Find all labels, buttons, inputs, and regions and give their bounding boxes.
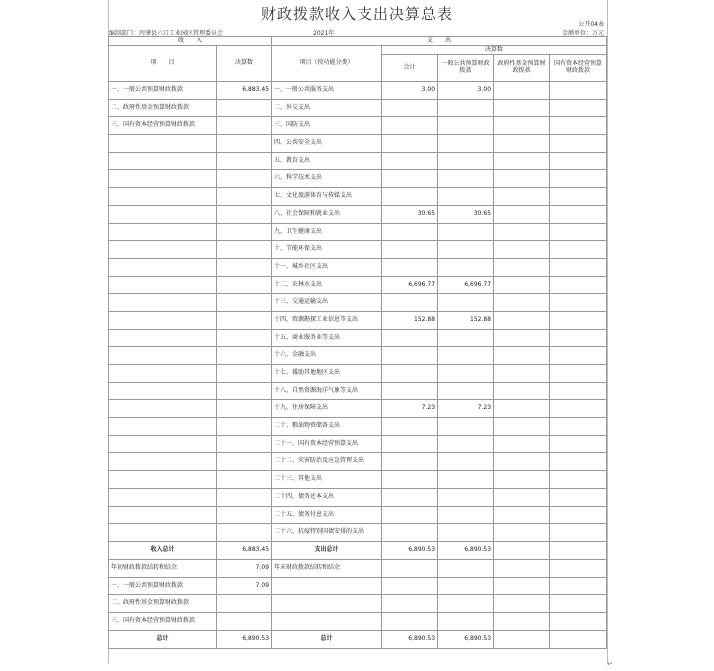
expense-item-cell: 十二、农林水支出	[272, 276, 382, 294]
expense-gfb-cell	[494, 135, 550, 153]
expense-socb-cell	[550, 347, 607, 365]
carry-expense-item	[272, 577, 382, 595]
expense-item-cell: 十三、交通运输支出	[272, 294, 382, 312]
expense-item-cell: 二十、粮油物资储备支出	[272, 418, 382, 436]
income-amount-cell	[217, 488, 272, 506]
carry-expense-total	[382, 577, 438, 595]
expense-item-cell: 一、一般公共服务支出	[272, 82, 382, 100]
income-item-cell: 一、一般公共预算财政拨款	[109, 82, 217, 100]
income-item-cell	[109, 170, 217, 188]
income-amount-cell	[217, 241, 272, 259]
expense-gpb-cell	[438, 99, 494, 117]
income-item-cell	[109, 241, 217, 259]
table-row	[109, 188, 607, 206]
table-row	[109, 170, 607, 188]
income-item-cell	[109, 382, 217, 400]
item-header: 项 目	[109, 46, 217, 82]
carry-income-amount	[217, 595, 272, 613]
income-item-cell	[109, 435, 217, 453]
expense-gpb-cell	[438, 418, 494, 436]
table-row	[109, 276, 607, 294]
expense-gfb-cell	[494, 152, 550, 170]
income-amount-cell	[217, 382, 272, 400]
gpb-header: 一般公共预算财政拨款	[438, 55, 494, 82]
carry-expense-item	[272, 595, 382, 613]
gfb-header: 政府性基金预算财政拨款	[494, 55, 550, 82]
income-item-cell	[109, 400, 217, 418]
expense-item-cell: 十一、城乡社区支出	[272, 258, 382, 276]
income-header: 收 入	[109, 37, 272, 46]
expense-socb-cell	[550, 311, 607, 329]
income-amount-cell	[217, 223, 272, 241]
expense-item-cell: 八、社会保障和就业支出	[272, 205, 382, 223]
total-header: 合计	[382, 55, 438, 82]
expense-gpb-cell	[438, 365, 494, 383]
expense-socb-cell	[550, 400, 607, 418]
expense-gfb-cell	[494, 329, 550, 347]
expense-gfb-cell	[494, 400, 550, 418]
expense-item-cell: 十六、金融支出	[272, 347, 382, 365]
income-item-cell	[109, 294, 217, 312]
expense-gpb-cell	[438, 506, 494, 524]
table-row	[109, 559, 607, 577]
expense-total-gfb	[494, 541, 550, 559]
expense-total-cell: 152.88	[382, 311, 438, 329]
expense-gfb-cell	[494, 99, 550, 117]
expense-item-cell: 二十二、灾害防治及应急管理支出	[272, 453, 382, 471]
func-item-header: 项目（按功能分类）	[272, 46, 382, 82]
summary-table	[108, 36, 607, 649]
expense-item-cell: 五、教育支出	[272, 152, 382, 170]
unit-label: 编制部门：丙肇县六口工业园区管理委员会	[109, 30, 224, 37]
table-row	[109, 347, 607, 365]
expense-gfb-cell	[494, 188, 550, 206]
expense-gpb-cell: 6,696.77	[438, 276, 494, 294]
expense-item-cell: 九、卫生健康支出	[272, 223, 382, 241]
expense-total-cell	[382, 241, 438, 259]
table-row	[109, 435, 607, 453]
income-total-amount: 6,883.45	[217, 541, 272, 559]
expense-item-cell: 七、文化旅游体育与传媒支出	[272, 188, 382, 206]
expense-gpb-cell	[438, 329, 494, 347]
expense-total-total: 6,890.53	[382, 541, 438, 559]
expense-socb-cell	[550, 294, 607, 312]
income-amount-cell	[217, 435, 272, 453]
carry-expense-item: 年末财政拨款结转和结余	[272, 559, 382, 577]
expense-socb-cell	[550, 152, 607, 170]
table-row	[109, 152, 607, 170]
carry-expense-socb	[550, 612, 607, 630]
table-row	[109, 400, 607, 418]
expense-gfb-cell	[494, 453, 550, 471]
carry-income-item: 二、政府性基金预算财政拨款	[109, 595, 217, 613]
expense-gfb-cell	[494, 471, 550, 489]
income-amount-cell	[217, 258, 272, 276]
expense-socb-cell	[550, 258, 607, 276]
expense-item-cell: 十八、自然资源海洋气象等支出	[272, 382, 382, 400]
expense-item-cell: 二十一、国有资本经营预算支出	[272, 435, 382, 453]
table-row	[109, 82, 607, 100]
expense-total-cell: 7.23	[382, 400, 438, 418]
income-item-cell	[109, 258, 217, 276]
expense-socb-cell	[550, 435, 607, 453]
income-total-label: 收入总计	[109, 541, 217, 559]
expense-socb-cell	[550, 506, 607, 524]
carry-expense-gpb	[438, 577, 494, 595]
income-item-cell	[109, 329, 217, 347]
grand-expense-label: 总计	[272, 630, 382, 648]
grand-expense-total: 6,890.53	[382, 630, 438, 648]
income-amount-cell	[217, 294, 272, 312]
table-row	[109, 418, 607, 436]
income-amount-cell	[217, 188, 272, 206]
expense-item-cell: 十九、住房保障支出	[272, 400, 382, 418]
expense-gfb-cell	[494, 294, 550, 312]
income-amount-cell	[217, 453, 272, 471]
table-row	[109, 258, 607, 276]
expense-gpb-cell: 7.23	[438, 400, 494, 418]
final-amount-header: 决算数	[382, 46, 607, 55]
table-row	[109, 223, 607, 241]
income-item-cell	[109, 188, 217, 206]
expense-gfb-cell	[494, 524, 550, 542]
carry-income-item: 年初财政拨款结转和结余	[109, 559, 217, 577]
expense-gfb-cell	[494, 117, 550, 135]
expense-socb-cell	[550, 82, 607, 100]
expense-total-cell	[382, 152, 438, 170]
income-item-cell	[109, 311, 217, 329]
expense-gpb-cell	[438, 241, 494, 259]
expense-gfb-cell	[494, 488, 550, 506]
carry-expense-gfb	[494, 559, 550, 577]
income-amount-cell	[217, 418, 272, 436]
expense-item-cell: 二十六、抗疫特别国债安排的支出	[272, 524, 382, 542]
income-item-cell	[109, 205, 217, 223]
carry-expense-total	[382, 595, 438, 613]
expense-item-cell: 十七、援助其他地区支出	[272, 365, 382, 383]
carry-expense-gpb	[438, 595, 494, 613]
expense-gfb-cell	[494, 205, 550, 223]
expense-total-cell	[382, 329, 438, 347]
carry-expense-total	[382, 559, 438, 577]
income-amount-cell	[217, 311, 272, 329]
income-amount-cell	[217, 506, 272, 524]
expense-gpb-cell: 30.65	[438, 205, 494, 223]
carry-expense-total	[382, 612, 438, 630]
table-row	[109, 577, 607, 595]
income-amount-cell	[217, 135, 272, 153]
expense-socb-cell	[550, 418, 607, 436]
footer-mark: ↵	[607, 660, 613, 668]
expense-total-cell	[382, 135, 438, 153]
expense-item-cell: 十四、资源勘探工业信息等支出	[272, 311, 382, 329]
expense-gpb-cell	[438, 488, 494, 506]
expense-gpb-cell	[438, 188, 494, 206]
expense-total-cell	[382, 506, 438, 524]
income-item-cell	[109, 135, 217, 153]
expense-socb-cell	[550, 488, 607, 506]
expense-gfb-cell	[494, 365, 550, 383]
expense-item-cell: 二、外交支出	[272, 99, 382, 117]
income-item-cell	[109, 453, 217, 471]
table-row	[109, 595, 607, 613]
expense-total-cell: 6,696.77	[382, 276, 438, 294]
income-item-cell	[109, 471, 217, 489]
income-item-cell	[109, 152, 217, 170]
expense-total-cell	[382, 99, 438, 117]
carry-income-item: 三、国有资本经营预算财政拨款	[109, 612, 217, 630]
expense-socb-cell	[550, 471, 607, 489]
expense-gpb-cell	[438, 117, 494, 135]
expense-socb-cell	[550, 117, 607, 135]
table-row	[109, 541, 607, 559]
carry-income-amount: 7.09	[217, 577, 272, 595]
expense-gfb-cell	[494, 435, 550, 453]
income-amount-cell	[217, 365, 272, 383]
expense-total-cell	[382, 435, 438, 453]
grand-expense-gpb: 6,890.53	[438, 630, 494, 648]
expense-total-cell	[382, 382, 438, 400]
income-item-cell	[109, 365, 217, 383]
expense-item-cell: 三、国防支出	[272, 117, 382, 135]
expense-gpb-cell	[438, 152, 494, 170]
carry-income-amount: 7.09	[217, 559, 272, 577]
income-amount-cell	[217, 524, 272, 542]
income-item-cell: 二、政府性基金预算财政拨款	[109, 99, 217, 117]
grand-expense-socb	[550, 630, 607, 648]
expense-item-cell: 二十五、债务付息支出	[272, 506, 382, 524]
expense-item-cell: 十五、商业服务业等支出	[272, 329, 382, 347]
table-row	[109, 453, 607, 471]
income-amount-cell	[217, 276, 272, 294]
expense-item-cell: 六、科学技术支出	[272, 170, 382, 188]
socb-header: 国有资本经营预算财政拨款	[550, 55, 607, 82]
carry-expense-socb	[550, 577, 607, 595]
expense-total-cell: 30.65	[382, 205, 438, 223]
expense-socb-cell	[550, 241, 607, 259]
expense-gpb-cell: 152.88	[438, 311, 494, 329]
income-amount-cell	[217, 329, 272, 347]
expense-total-cell	[382, 418, 438, 436]
income-item-cell	[109, 524, 217, 542]
expense-total-socb	[550, 541, 607, 559]
expense-gfb-cell	[494, 223, 550, 241]
expense-gpb-cell	[438, 382, 494, 400]
expense-socb-cell	[550, 170, 607, 188]
expense-item-cell: 二十三、其他支出	[272, 471, 382, 489]
carry-income-item: 一、一般公共预算财政拨款	[109, 577, 217, 595]
income-amount-cell	[217, 400, 272, 418]
carry-expense-gpb	[438, 559, 494, 577]
expense-gpb-cell	[438, 294, 494, 312]
expense-total-cell	[382, 347, 438, 365]
carry-expense-gfb	[494, 612, 550, 630]
expense-socb-cell	[550, 223, 607, 241]
expense-total-cell	[382, 223, 438, 241]
carry-expense-socb	[550, 595, 607, 613]
income-amount-cell	[217, 117, 272, 135]
expense-gpb-cell	[438, 258, 494, 276]
expense-total-cell	[382, 524, 438, 542]
expense-gpb-cell	[438, 453, 494, 471]
income-item-cell	[109, 276, 217, 294]
table-row	[109, 506, 607, 524]
table-row	[109, 471, 607, 489]
expense-gpb-cell	[438, 347, 494, 365]
carry-income-amount	[217, 612, 272, 630]
expense-gpb-cell	[438, 524, 494, 542]
expense-total-cell	[382, 471, 438, 489]
income-item-cell: 三、国有资本经营预算财政拨款	[109, 117, 217, 135]
expense-gfb-cell	[494, 506, 550, 524]
expense-socb-cell	[550, 382, 607, 400]
carry-expense-socb	[550, 559, 607, 577]
amount-header: 决算数	[217, 46, 272, 82]
income-item-cell	[109, 347, 217, 365]
carry-expense-gfb	[494, 577, 550, 595]
table-row	[109, 382, 607, 400]
carry-expense-item	[272, 612, 382, 630]
expense-gpb-cell	[438, 135, 494, 153]
expense-socb-cell	[550, 135, 607, 153]
expense-total-gpb: 6,890.53	[438, 541, 494, 559]
expense-socb-cell	[550, 99, 607, 117]
page-title: 财政拨款收入支出决算总表	[260, 5, 453, 23]
expense-header: 支 出	[272, 37, 607, 46]
expense-socb-cell	[550, 276, 607, 294]
expense-gfb-cell	[494, 241, 550, 259]
expense-gpb-cell	[438, 471, 494, 489]
income-amount-cell	[217, 471, 272, 489]
carry-expense-gpb	[438, 612, 494, 630]
table-row	[109, 205, 607, 223]
income-amount-cell	[217, 347, 272, 365]
income-item-cell	[109, 223, 217, 241]
expense-socb-cell	[550, 188, 607, 206]
expense-gfb-cell	[494, 347, 550, 365]
expense-total-cell	[382, 258, 438, 276]
expense-gpb-cell: 3.00	[438, 82, 494, 100]
table-row	[109, 311, 607, 329]
expense-total-cell: 3.00	[382, 82, 438, 100]
expense-socb-cell	[550, 205, 607, 223]
expense-socb-cell	[550, 524, 607, 542]
income-amount-cell	[217, 152, 272, 170]
expense-gfb-cell	[494, 276, 550, 294]
table-row	[109, 135, 607, 153]
expense-gfb-cell	[494, 382, 550, 400]
expense-item-cell: 二十四、债务还本支出	[272, 488, 382, 506]
income-amount-cell	[217, 205, 272, 223]
form-number: 公开04表	[578, 21, 604, 28]
expense-total-cell	[382, 188, 438, 206]
expense-gfb-cell	[494, 258, 550, 276]
expense-gfb-cell	[494, 170, 550, 188]
expense-total-cell	[382, 170, 438, 188]
expense-socb-cell	[550, 453, 607, 471]
expense-total-cell	[382, 488, 438, 506]
expense-gfb-cell	[494, 311, 550, 329]
expense-total-cell	[382, 117, 438, 135]
money-unit-label: 金额单位：万元	[561, 30, 604, 37]
table-row	[109, 630, 607, 648]
grand-expense-gfb	[494, 630, 550, 648]
expense-gfb-cell	[494, 82, 550, 100]
expense-item-cell: 四、公共安全支出	[272, 135, 382, 153]
income-item-cell	[109, 488, 217, 506]
grand-income-amount: 6,890.53	[217, 630, 272, 648]
table-row	[109, 329, 607, 347]
income-amount-cell	[217, 170, 272, 188]
expense-gpb-cell	[438, 223, 494, 241]
expense-gpb-cell	[438, 170, 494, 188]
expense-total-label: 支出总计	[272, 541, 382, 559]
expense-gfb-cell	[494, 418, 550, 436]
expense-item-cell: 十、节能环保支出	[272, 241, 382, 259]
income-amount-cell: 6,883.45	[217, 82, 272, 100]
table-row	[109, 241, 607, 259]
table-row	[109, 117, 607, 135]
expense-total-cell	[382, 294, 438, 312]
grand-income-label: 总计	[109, 630, 217, 648]
expense-gpb-cell	[438, 435, 494, 453]
table-row	[109, 612, 607, 630]
carry-expense-gfb	[494, 595, 550, 613]
expense-socb-cell	[550, 329, 607, 347]
table-row	[109, 365, 607, 383]
table-row	[109, 294, 607, 312]
expense-total-cell	[382, 365, 438, 383]
income-item-cell	[109, 506, 217, 524]
year-label: 2021年	[313, 30, 335, 37]
income-item-cell	[109, 418, 217, 436]
table-row	[109, 99, 607, 117]
income-amount-cell	[217, 99, 272, 117]
table-row	[109, 488, 607, 506]
expense-socb-cell	[550, 365, 607, 383]
expense-total-cell	[382, 453, 438, 471]
table-row	[109, 524, 607, 542]
